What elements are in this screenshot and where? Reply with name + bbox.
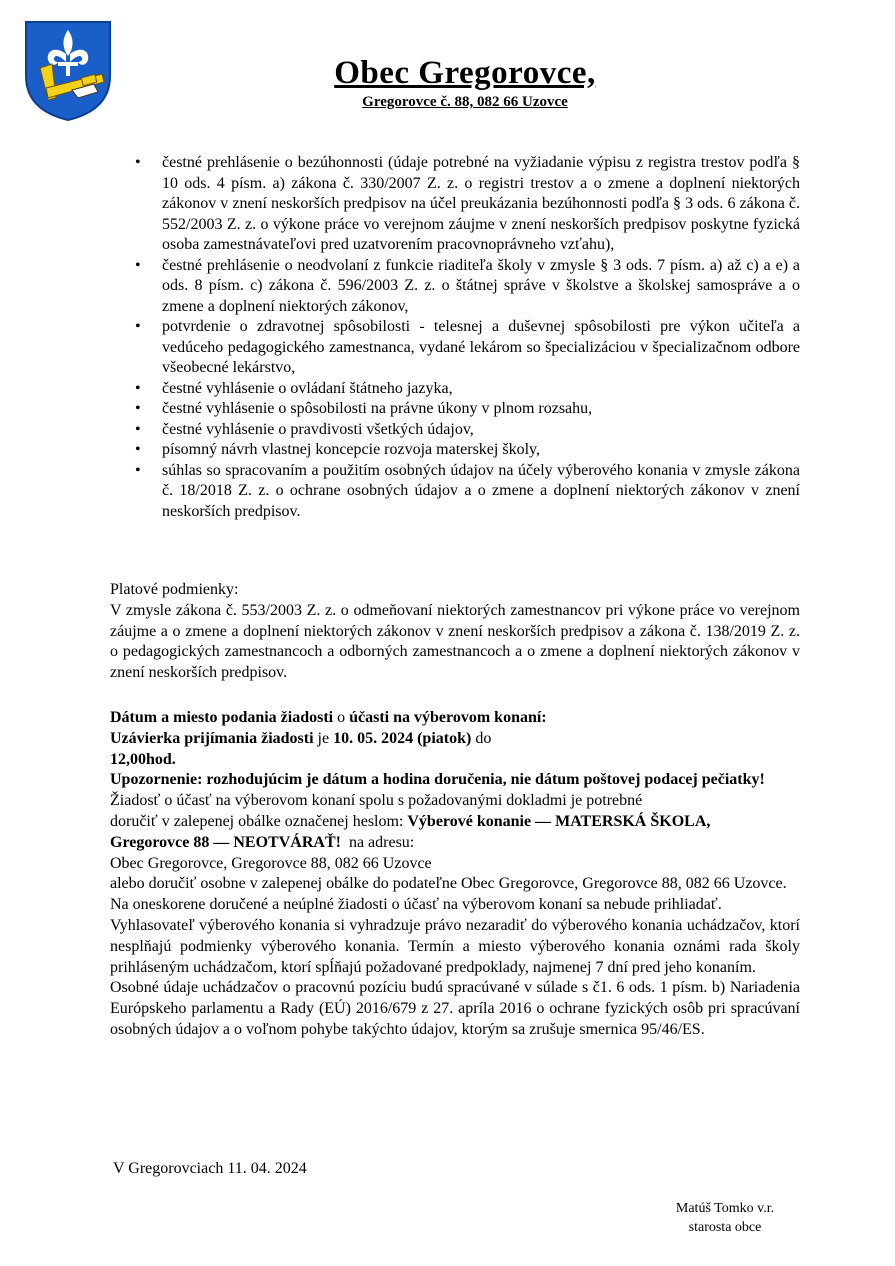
requirements-list bbox=[110, 153, 800, 522]
list-item: • čestné vyhlásenie o ovládaní štátneho jazyka, bbox=[110, 379, 800, 400]
submission-instructions-line1: Žiadosť o účasť na výberovom konaní spolu s požadovanými dokladmi je potrebné bbox=[110, 792, 643, 810]
list-item: • potvrdenie o zdravotnej spôsobilosti - telesnej a duševnej spôsobilosti pre výkon učiteľa a vedúceho pedagogického zamestnanca, vydané lekárom so špecializáciou v špecializačnom odbore všeobecné lekárstvo, bbox=[135, 318, 800, 376]
deadline-time: 12,00hod. bbox=[110, 750, 176, 768]
submission-instructions-line3: Gregorovce 88 — NEOTVÁRAŤ! na adresu: bbox=[110, 833, 415, 851]
list-item: • čestné vyhlásenie o pravdivosti všetkých údajov, bbox=[110, 420, 800, 441]
submission-section bbox=[110, 708, 800, 1041]
list-item: • súhlas so spracovaním a použitím osobných údajov na účely výberového konania v zmysle zákona č. 18/2018 Z. z. o ochrane osobných údajov a o zmene a doplnení niektorých zákonov v znení neskorších predpisov. bbox=[135, 461, 800, 520]
page-title: Obec Gregorovce, bbox=[334, 55, 596, 91]
place-date: V Gregorovciach 11. 04. 2024 bbox=[113, 1160, 307, 1177]
bullet-icon: • bbox=[135, 318, 141, 335]
bullet-icon: • bbox=[135, 154, 141, 171]
list-item: • čestné prehlásenie o neodvolaní z funkcie riaditeľa školy v zmysle § 3 ods. 7 písm. a) až c) a e) a ods. 8 písm. c) zákona č. 596/2003 Z. z. o štátnej správe v školstve a školskej samospráve a o zmene a doplnení niektorých zákonov, bbox=[135, 256, 800, 315]
bullet-icon: • bbox=[135, 420, 141, 438]
deadline-line: Uzávierka prijímania žiadosti je 10. 05. 2024 (piatok) do bbox=[110, 729, 492, 747]
salary-heading: Platové podmienky: bbox=[110, 581, 239, 598]
bullet-icon: • bbox=[135, 256, 141, 274]
salary-section bbox=[110, 580, 800, 684]
list-item: • písomný návrh vlastnej koncepcie rozvoja materskej školy, bbox=[110, 440, 800, 461]
bullet-icon: • bbox=[135, 379, 141, 397]
reservation-text: Vyhlasovateľ výberového konania si vyhradzuje právo nezaradiť do výberového konania uchádzačov, ktorí nesplňajú podmienky výberového konania. Termín a miesto výberového konania oznámi rada školy prihláseným uchádzačom, ktorí spĺňajú požadované predpoklady, najmenej 7 dní pred jeho konaním. bbox=[110, 916, 800, 976]
warning-text: Upozornenie: rozhodujúcim je dátum a hodina doručenia, nie dátum poštovej podacej pečiatky! bbox=[110, 771, 765, 789]
gdpr-text: Osobné údaje uchádzačov o pracovnú pozíciu budú spracúvané v súlade s č1. 6 ods. 1 písm. b) Nariadenia Európskeho parlamentu a Rady (EÚ) 2016/679 z 27. apríla 2016 o ochrane fyzických osôb pri spracúvaní osobných údajov a o voľnom pohybe takýchto údajov, ktorým sa zrušuje smernica 95/46/ES. bbox=[110, 979, 800, 1038]
personal-delivery-text: alebo doručiť osobne v zalepenej obálke do podateľne Obec Gregorovce, Gregorovce 88, 082 66 Uzovce. Na oneskorene doručené a neúplné žiadosti o účasť na výberovom konaní sa nebude prihliadať. bbox=[110, 875, 787, 914]
submission-heading: Dátum a miesto podania žiadosti o účasti na výberovom konaní: bbox=[110, 709, 547, 726]
submission-address: Obec Gregorovce, Gregorovce 88, 082 66 Uzovce bbox=[110, 854, 432, 872]
signer-name: Matúš Tomko v.r. bbox=[675, 1201, 775, 1216]
bullet-icon: • bbox=[135, 441, 141, 458]
signer-role: starosta obce bbox=[688, 1220, 762, 1235]
bullet-icon: • bbox=[135, 400, 141, 417]
salary-text: V zmysle zákona č. 553/2003 Z. z. o odmeňovaní niektorých zamestnancov pri výkone práce vo verejnom záujme a o zmene a doplnení niektorých zákonov v znení neskorších predpisov a zákona č. 138/2019 Z. z. o pedagogických zamestnancoch a odborných zamestnancoch a o zmene a doplnení niektorých zákonov v znení neskorších predpisov. bbox=[110, 601, 800, 682]
page-subtitle-address: Gregorovce č. 88, 082 66 Uzovce bbox=[362, 94, 568, 110]
submission-instructions-line2: doručiť v zalepenej obálke označenej heslom: Výberové konanie — MATERSKÁ ŠKOLA, bbox=[110, 812, 711, 830]
bullet-icon: • bbox=[135, 461, 141, 479]
list-item: • čestné prehlásenie o bezúhonnosti (údaje potrebné na vyžiadanie výpisu z registra trestov podľa § 10 ods. 4 písm. a) zákona č. 330/2007 Z. z. o registri trestov a o zmene a doplnení niektorých zákonov v znení neskorších predpisov na účel preukázania bezúhonnosti podľa § 3 ods. 6 zákona č. 552/2003 Z. z. o výkone práce vo verejnom záujme v znení neskorších predpisov poskytne fyzická osoba zamestnávateľovi pred uzatvorením pracovnoprávneho vzťahu), bbox=[135, 154, 800, 253]
signature-block bbox=[660, 1199, 790, 1237]
list-item: • čestné vyhlásenie o spôsobilosti na právne úkony v plnom rozsahu, bbox=[110, 399, 800, 420]
deadline-date: 10. 05. 2024 (piatok) bbox=[333, 729, 472, 747]
coat-of-arms-icon bbox=[22, 18, 114, 122]
